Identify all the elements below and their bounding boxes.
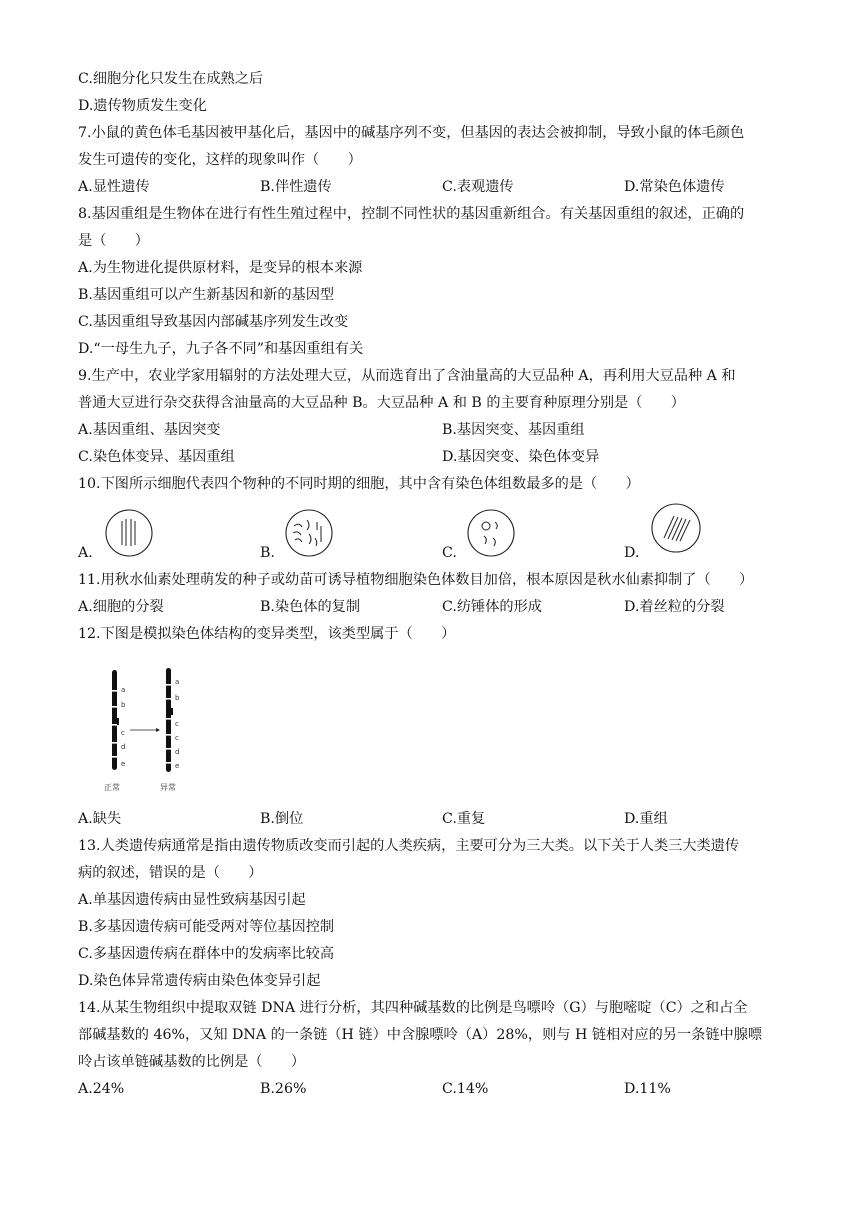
q7-option-a[interactable]: A.显性遗传 — [78, 179, 150, 195]
q14-option-c[interactable]: C.14% — [442, 1081, 489, 1097]
q13-stem-line1: 13.人类遗传病通常是指由遗传物质改变而引起的人类疾病，主要可分为三大类。以下关于人类三大类遗传 — [78, 838, 740, 854]
q9-stem-line2: 普通大豆进行杂交获得含油量高的大豆品种 B。大豆品种 A 和 B 的主要育种原理分别是（ ） — [78, 395, 685, 411]
q8-option-a[interactable]: A.为生物进化提供原材料，是变异的根本来源 — [78, 260, 363, 276]
q12-option-a[interactable]: A.缺失 — [78, 811, 122, 827]
q10-cell-a-figure — [104, 508, 154, 562]
q8-option-c[interactable]: C.基因重组导致基因内部碱基序列发生改变 — [78, 314, 349, 330]
q11-option-b[interactable]: B.染色体的复制 — [260, 599, 361, 615]
normal-gene-b: b — [121, 701, 126, 709]
q8-option-d[interactable]: D.“一母生九子，九子各不同”和基因重组有关 — [78, 341, 364, 357]
abnormal-label: 异常 — [160, 783, 176, 792]
q12-chromosome-figure — [100, 668, 200, 796]
q10-cell-d-figure — [650, 502, 702, 558]
abnormal-gene-a: a — [175, 678, 180, 686]
q14-option-d[interactable]: D.11% — [624, 1081, 671, 1097]
abnormal-gene-d: d — [175, 748, 180, 756]
q12-option-d[interactable]: D.重组 — [624, 811, 668, 827]
q12-option-c[interactable]: C.重复 — [442, 811, 486, 827]
q9-stem-line1: 9.生产中，农业学家用辐射的方法处理大豆，从而选育出了含油量高的大豆品种 A，再利用大豆品种 A 和 — [78, 368, 736, 384]
q10-cell-c-figure — [466, 508, 516, 562]
normal-gene-a: a — [121, 686, 126, 694]
q8-option-b[interactable]: B.基因重组可以产生新基因和新的基因型 — [78, 287, 335, 303]
q14-stem-line1: 14.从某生物组织中提取双链 DNA 进行分析，其四种碱基数的比例是鸟嘌呤（G）与胞嘧啶（C）之和占全 — [78, 1000, 748, 1016]
q9-option-c[interactable]: C.染色体变异、基因重组 — [78, 449, 235, 465]
q11-option-c[interactable]: C.纺锤体的形成 — [442, 599, 542, 615]
abnormal-gene-c2: c — [175, 734, 179, 742]
q14-stem-line3: 呤占该单链碱基数的比例是（ ） — [78, 1054, 306, 1070]
q13-stem-line2: 病的叙述，错误的是（ ） — [78, 865, 263, 881]
q14-stem-line2: 部碱基数的 46%，又知 DNA 的一条链（H 链）中含腺嘌呤（A）28%，则与 H 链相对应的另一条链中腺嘌 — [78, 1027, 763, 1043]
q7-option-c[interactable]: C.表观遗传 — [442, 179, 514, 195]
q10-option-b[interactable]: B. — [260, 545, 275, 561]
q7-option-d[interactable]: D.常染色体遗传 — [624, 179, 725, 195]
q9-option-d[interactable]: D.基因突变、染色体变异 — [442, 449, 600, 465]
q13-option-a[interactable]: A.单基因遗传病由显性致病基因引起 — [78, 892, 306, 908]
q8-stem-line2: 是（ ） — [78, 233, 149, 249]
abnormal-gene-c1: c — [175, 720, 179, 728]
q9-option-a[interactable]: A.基因重组、基因突变 — [78, 422, 221, 438]
normal-gene-c: c — [121, 729, 125, 737]
normal-gene-d: d — [121, 743, 126, 751]
q12-option-b[interactable]: B.倒位 — [260, 811, 304, 827]
q13-option-d[interactable]: D.染色体异常遗传病由染色体变异引起 — [78, 973, 321, 989]
normal-gene-e: e — [121, 760, 126, 768]
q10-stem: 10.下图所示细胞代表四个物种的不同时期的细胞，其中含有染色体组数最多的是（ ） — [78, 476, 640, 492]
q10-option-c[interactable]: C. — [442, 545, 457, 561]
q6-option-c: C.细胞分化只发生在成熟之后 — [78, 71, 264, 87]
q10-option-a[interactable]: A. — [78, 545, 93, 561]
q7-option-b[interactable]: B.伴性遗传 — [260, 179, 332, 195]
q11-option-a[interactable]: A.细胞的分裂 — [78, 599, 164, 615]
q6-option-d: D.遗传物质发生变化 — [78, 98, 207, 114]
q11-stem: 11.用秋水仙素处理萌发的种子或幼苗可诱导植物细胞染色体数目加倍，根本原因是秋水仙素抑制了（ ） — [78, 572, 754, 588]
q12-stem: 12.下图是模拟染色体结构的变异类型，该类型属于（ ） — [78, 626, 456, 642]
q7-stem-line2: 发生可遗传的变化，这样的现象叫作（ ） — [78, 152, 362, 168]
q13-option-c[interactable]: C.多基因遗传病在群体中的发病率比较高 — [78, 946, 335, 962]
q14-option-b[interactable]: B.26% — [260, 1081, 307, 1097]
q8-stem-line1: 8.基因重组是生物体在进行有性生殖过程中，控制不同性状的基因重新组合。有关基因重组的叙述，正确的 — [78, 206, 745, 222]
q11-option-d[interactable]: D.着丝粒的分裂 — [624, 599, 725, 615]
q10-option-d[interactable]: D. — [624, 545, 640, 561]
normal-label: 正常 — [104, 783, 120, 792]
q13-option-b[interactable]: B.多基因遗传病可能受两对等位基因控制 — [78, 919, 335, 935]
abnormal-gene-e: e — [175, 762, 180, 770]
q9-option-b[interactable]: B.基因突变、基因重组 — [442, 422, 585, 438]
abnormal-gene-b: b — [175, 694, 180, 702]
q7-stem-line1: 7.小鼠的黄色体毛基因被甲基化后，基因中的碱基序列不变，但基因的表达会被抑制，导致小鼠的体毛颜色 — [78, 125, 745, 141]
q14-option-a[interactable]: A.24% — [78, 1081, 125, 1097]
q10-cell-b-figure — [284, 508, 334, 562]
